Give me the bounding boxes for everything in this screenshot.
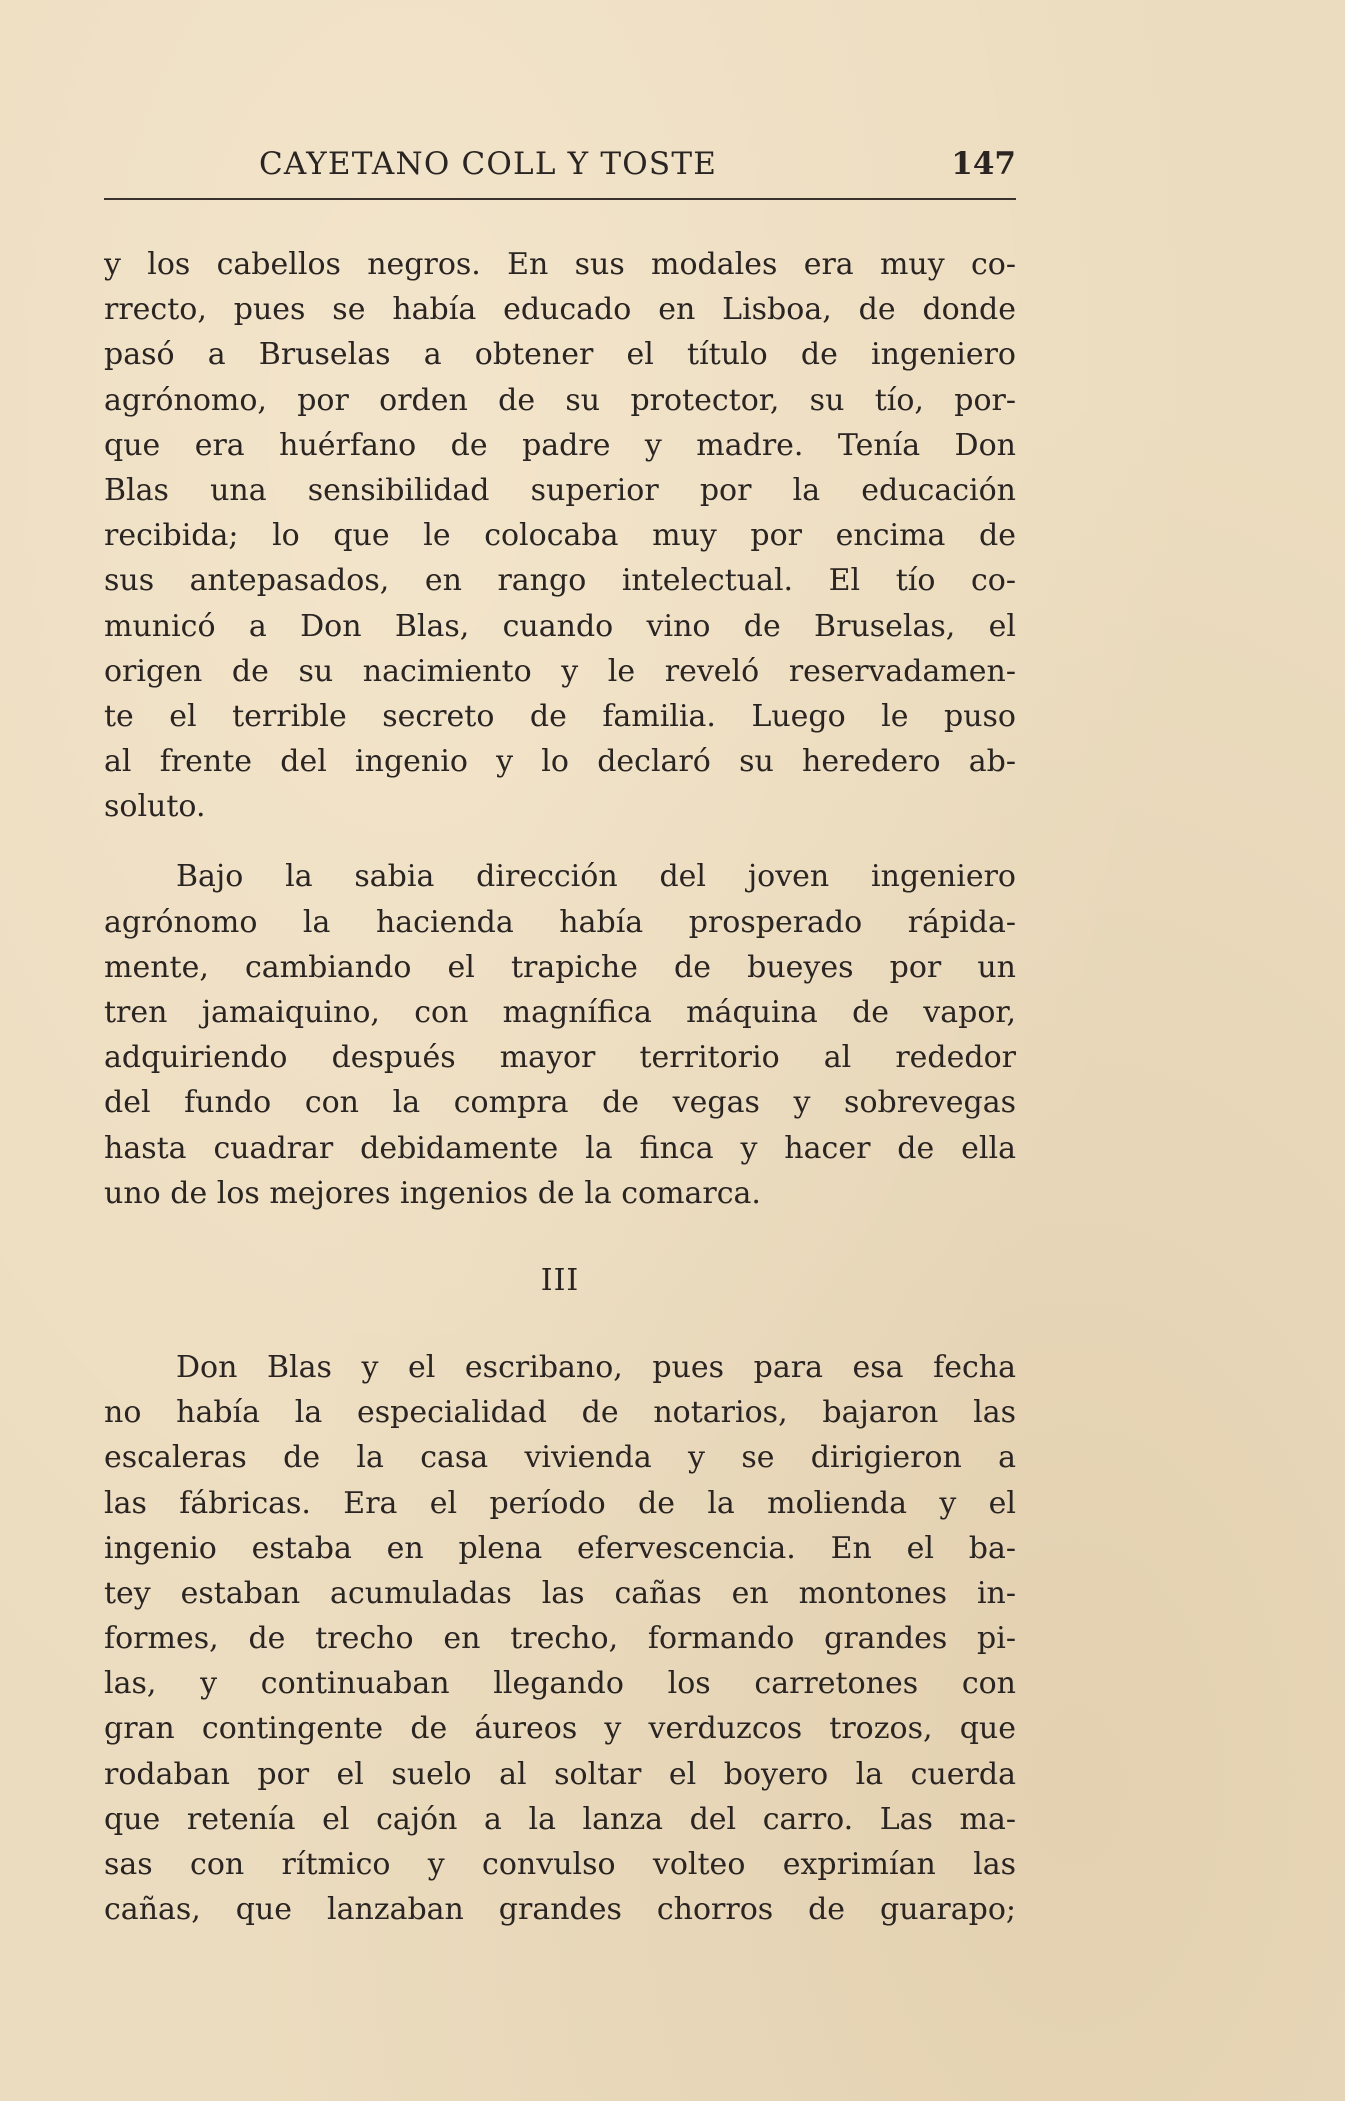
text-line: tren jamaiquino, con magnífica máquina de vapor, [104, 995, 1016, 1030]
text-line: las, y continuaban llegando los carretones con [104, 1666, 1016, 1702]
text-line: origen de su nacimiento y le reveló reservadamen- [104, 653, 1016, 689]
text-line: pasó a Bruselas a obtener el título de ingeniero [104, 337, 1016, 373]
text-line: que retenía el cajón a la lanza del carro. Las ma- [104, 1801, 1016, 1837]
text-line: municó a Don Blas, cuando vino de Bruselas, el [104, 608, 1016, 644]
text-line: formes, de trecho en trecho, formando grandes pi- [104, 1621, 1016, 1657]
text-line: te el terrible secreto de familia. Luego le puso [104, 698, 1016, 734]
text-line: al frente del ingenio y lo declaró su heredero ab- [104, 744, 1016, 780]
text-line: ingenio estaba en plena efervescencia. En el ba- [104, 1530, 1016, 1566]
text-line: Blas una sensibilidad superior por la educación [104, 472, 1016, 508]
text-line: tey estaban acumuladas las cañas en montones in- [104, 1575, 1016, 1611]
text-line: adquiriendo después mayor territorio al rededor [104, 1040, 1016, 1076]
text-line: sas con rítmico y convulso volteo exprimían las [104, 1847, 1016, 1882]
body-text [104, 242, 1016, 1932]
paragraph-2 [104, 854, 1016, 1216]
text-line: las fábricas. Era el período de la molienda y el [104, 1485, 1016, 1521]
text-line: recibida; lo que le colocaba muy por encima de [104, 518, 1016, 554]
header-rule [104, 198, 1016, 200]
text-line: escaleras de la casa vivienda y se dirigieron a [104, 1440, 1016, 1476]
paragraph-3 [104, 1345, 1016, 1932]
text-line: Bajo la sabia dirección del joven ingeniero [176, 859, 1016, 895]
text-line: sus antepasados, en rango intelectual. El tío co- [104, 563, 1016, 599]
running-head [104, 142, 1016, 186]
text-line: no había la especialidad de notarios, bajaron las [104, 1395, 1016, 1431]
text-line: rrecto, pues se había educado en Lisboa, de donde [104, 292, 1016, 328]
text-line: uno de los mejores ingenios de la comarca. [104, 1175, 761, 1211]
text-line: hasta cuadrar debidamente la finca y hacer de ella [104, 1130, 1016, 1166]
text-line: gran contingente de áureos y verduzcos trozos, que [104, 1711, 1016, 1747]
text-line: soluto. [104, 789, 206, 825]
text-line: cañas, que lanzaban grandes chorros de guarapo; [104, 1892, 1016, 1928]
text-line: y los cabellos negros. En sus modales era muy co- [104, 247, 1016, 282]
paragraph-1 [104, 242, 1016, 829]
text-line: Don Blas y el escribano, pues para esa fecha [176, 1349, 1016, 1385]
text-line: del fundo con la compra de vegas y sobrevegas [104, 1085, 1016, 1121]
text-line: mente, cambiando el trapiche de bueyes por un [104, 949, 1016, 985]
text-line: agrónomo, por orden de su protector, su tío, por- [104, 382, 1016, 418]
running-title: CAYETANO COLL Y TOSTE [259, 146, 718, 182]
text-line: rodaban por el suelo al soltar el boyero la cuerda [104, 1756, 1016, 1792]
text-line: que era huérfano de padre y madre. Tenía Don [104, 427, 1016, 463]
page-number: 147 [951, 146, 1016, 182]
text-line: agrónomo la hacienda había prosperado rápida- [104, 904, 1016, 940]
section-heading: III [540, 1262, 580, 1298]
